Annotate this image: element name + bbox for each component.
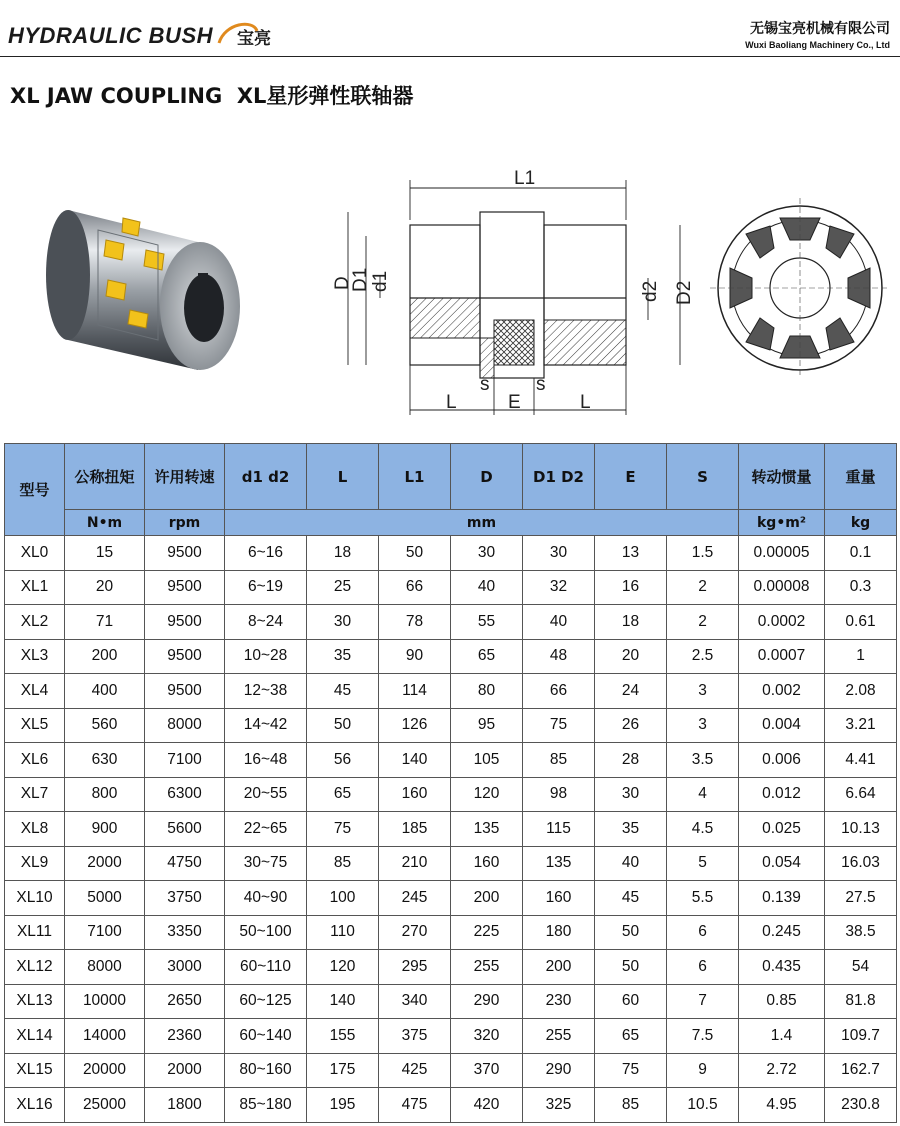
table-row — [5, 1088, 897, 1123]
table-cell: 8000 — [145, 708, 225, 743]
table-row — [5, 639, 897, 674]
table-cell: 9500 — [145, 674, 225, 709]
table-cell: 200 — [65, 639, 145, 674]
table-row — [5, 915, 897, 950]
table-cell: 0.245 — [739, 915, 825, 950]
table-cell: 0.00005 — [739, 536, 825, 571]
table-cell: 26 — [595, 708, 667, 743]
table-cell: 60~140 — [225, 1019, 307, 1054]
table-cell: 475 — [379, 1088, 451, 1123]
table-cell: 560 — [65, 708, 145, 743]
col-header-model: 型号 — [5, 444, 65, 536]
table-cell: 100 — [307, 881, 379, 916]
label-L-right: L — [580, 392, 591, 413]
table-cell: XL0 — [5, 536, 65, 571]
brand-swoosh-icon — [215, 21, 261, 51]
table-cell: 200 — [523, 950, 595, 985]
table-header-row — [5, 444, 897, 510]
table-cell: 230.8 — [825, 1088, 897, 1123]
table-cell: 900 — [65, 812, 145, 847]
table-cell: 85 — [307, 846, 379, 881]
table-row — [5, 881, 897, 916]
company-info — [745, 18, 890, 50]
unit-speed: rpm — [145, 510, 225, 536]
table-cell: 230 — [523, 984, 595, 1019]
table-cell: 8~24 — [225, 605, 307, 640]
unit-inertia: kg•m² — [739, 510, 825, 536]
table-cell: 0.006 — [739, 743, 825, 778]
table-cell: 420 — [451, 1088, 523, 1123]
table-cell: 35 — [595, 812, 667, 847]
table-cell: XL5 — [5, 708, 65, 743]
table-cell: XL3 — [5, 639, 65, 674]
table-cell: 0.002 — [739, 674, 825, 709]
table-cell: 35 — [307, 639, 379, 674]
table-cell: 1800 — [145, 1088, 225, 1123]
table-cell: 630 — [65, 743, 145, 778]
table-cell: 4.41 — [825, 743, 897, 778]
table-cell: 320 — [451, 1019, 523, 1054]
table-cell: 115 — [523, 812, 595, 847]
table-cell: 50 — [379, 536, 451, 571]
table-body — [5, 536, 897, 1123]
table-cell: 3000 — [145, 950, 225, 985]
table-cell: 40 — [595, 846, 667, 881]
table-row — [5, 536, 897, 571]
table-cell: 60 — [595, 984, 667, 1019]
col-header-S: S — [667, 444, 739, 510]
table-cell: 5000 — [65, 881, 145, 916]
table-cell: 800 — [65, 777, 145, 812]
table-cell: 22~65 — [225, 812, 307, 847]
coupling-photo — [28, 190, 258, 385]
table-cell: 290 — [523, 1053, 595, 1088]
table-cell: 9500 — [145, 639, 225, 674]
table-cell: 3 — [667, 674, 739, 709]
table-cell: 0.0002 — [739, 605, 825, 640]
table-row — [5, 708, 897, 743]
table-cell: 6 — [667, 915, 739, 950]
table-cell: 85 — [595, 1088, 667, 1123]
table-cell: 50 — [595, 915, 667, 950]
col-header-inertia: 转动惯量 — [739, 444, 825, 510]
end-view-drawing — [710, 198, 890, 378]
table-cell: 4.5 — [667, 812, 739, 847]
table-cell: 2650 — [145, 984, 225, 1019]
table-cell: 50~100 — [225, 915, 307, 950]
table-cell: 10.13 — [825, 812, 897, 847]
table-cell: 55 — [451, 605, 523, 640]
table-cell: 160 — [451, 846, 523, 881]
col-header-torque: 公称扭矩 — [65, 444, 145, 510]
table-cell: 0.054 — [739, 846, 825, 881]
table-cell: 90 — [379, 639, 451, 674]
table-cell: 3.5 — [667, 743, 739, 778]
table-cell: 78 — [379, 605, 451, 640]
table-cell: XL6 — [5, 743, 65, 778]
table-cell: 210 — [379, 846, 451, 881]
table-cell: 255 — [451, 950, 523, 985]
table-cell: 54 — [825, 950, 897, 985]
table-cell: 9 — [667, 1053, 739, 1088]
col-header-bore: d1 d2 — [225, 444, 307, 510]
table-cell: 0.1 — [825, 536, 897, 571]
table-cell: 10~28 — [225, 639, 307, 674]
table-row — [5, 674, 897, 709]
table-cell: XL16 — [5, 1088, 65, 1123]
table-cell: 27.5 — [825, 881, 897, 916]
spec-table — [4, 443, 897, 1123]
table-row — [5, 950, 897, 985]
page-title: XL JAW COUPLING XL星形弹性联轴器 — [10, 84, 414, 108]
table-cell: 180 — [523, 915, 595, 950]
label-d1: d1 — [370, 270, 391, 292]
table-cell: 6~19 — [225, 570, 307, 605]
table-cell: 65 — [595, 1019, 667, 1054]
table-cell: 1 — [825, 639, 897, 674]
table-cell: 50 — [595, 950, 667, 985]
table-cell: 30 — [595, 777, 667, 812]
table-cell: 98 — [523, 777, 595, 812]
table-cell: 325 — [523, 1088, 595, 1123]
table-cell: 7100 — [65, 915, 145, 950]
table-cell: XL13 — [5, 984, 65, 1019]
table-cell: 28 — [595, 743, 667, 778]
table-cell: 155 — [307, 1019, 379, 1054]
table-cell: 10000 — [65, 984, 145, 1019]
table-cell: 114 — [379, 674, 451, 709]
col-header-L1: L1 — [379, 444, 451, 510]
table-cell: 140 — [307, 984, 379, 1019]
table-cell: 8000 — [65, 950, 145, 985]
table-row — [5, 984, 897, 1019]
table-cell: 18 — [595, 605, 667, 640]
table-cell: 14000 — [65, 1019, 145, 1054]
table-cell: 66 — [379, 570, 451, 605]
label-E: E — [508, 392, 521, 413]
col-header-weight: 重量 — [825, 444, 897, 510]
table-cell: 20~55 — [225, 777, 307, 812]
table-units-row — [5, 510, 897, 536]
col-header-D: D — [451, 444, 523, 510]
table-cell: 9500 — [145, 570, 225, 605]
table-cell: 200 — [451, 881, 523, 916]
table-cell: 9500 — [145, 605, 225, 640]
table-cell: 1.5 — [667, 536, 739, 571]
table-cell: 12~38 — [225, 674, 307, 709]
table-cell: 15 — [65, 536, 145, 571]
label-D2: D2 — [674, 280, 695, 305]
table-row — [5, 743, 897, 778]
table-cell: 270 — [379, 915, 451, 950]
table-cell: 160 — [523, 881, 595, 916]
table-cell: 0.00008 — [739, 570, 825, 605]
table-cell: 30 — [307, 605, 379, 640]
table-cell: 105 — [451, 743, 523, 778]
table-cell: 60~125 — [225, 984, 307, 1019]
table-cell: 2000 — [145, 1053, 225, 1088]
table-cell: 45 — [307, 674, 379, 709]
table-cell: 0.139 — [739, 881, 825, 916]
table-cell: 20 — [595, 639, 667, 674]
table-cell: 375 — [379, 1019, 451, 1054]
table-cell: 255 — [523, 1019, 595, 1054]
table-cell: 25000 — [65, 1088, 145, 1123]
table-cell: 340 — [379, 984, 451, 1019]
label-D1: D1 — [350, 267, 371, 292]
table-cell: 2 — [667, 605, 739, 640]
table-cell: 120 — [451, 777, 523, 812]
table-cell: 3.21 — [825, 708, 897, 743]
table-cell: 16.03 — [825, 846, 897, 881]
table-row — [5, 1019, 897, 1054]
table-cell: 5.5 — [667, 881, 739, 916]
table-cell: 20 — [65, 570, 145, 605]
table-cell: XL12 — [5, 950, 65, 985]
table-cell: 45 — [595, 881, 667, 916]
table-cell: XL4 — [5, 674, 65, 709]
table-cell: 6 — [667, 950, 739, 985]
unit-weight: kg — [825, 510, 897, 536]
table-cell: 3350 — [145, 915, 225, 950]
table-cell: 6~16 — [225, 536, 307, 571]
table-cell: 30 — [523, 536, 595, 571]
table-cell: XL7 — [5, 777, 65, 812]
table-cell: 290 — [451, 984, 523, 1019]
unit-torque: N•m — [65, 510, 145, 536]
table-cell: 110 — [307, 915, 379, 950]
table-cell: 32 — [523, 570, 595, 605]
table-cell: 25 — [307, 570, 379, 605]
col-header-speed: 许用转速 — [145, 444, 225, 510]
table-cell: 7 — [667, 984, 739, 1019]
col-header-D1D2: D1 D2 — [523, 444, 595, 510]
table-cell: 80~160 — [225, 1053, 307, 1088]
table-cell: 295 — [379, 950, 451, 985]
table-cell: 0.435 — [739, 950, 825, 985]
table-cell: 7100 — [145, 743, 225, 778]
table-cell: 162.7 — [825, 1053, 897, 1088]
table-cell: 14~42 — [225, 708, 307, 743]
table-cell: 71 — [65, 605, 145, 640]
table-cell: 2.5 — [667, 639, 739, 674]
table-cell: 5 — [667, 846, 739, 881]
table-cell: 185 — [379, 812, 451, 847]
table-cell: XL2 — [5, 605, 65, 640]
brand-name-cn: 宝亮 — [237, 28, 271, 49]
label-d2: d2 — [640, 280, 661, 302]
table-row — [5, 605, 897, 640]
table-cell: 2000 — [65, 846, 145, 881]
table-cell: 75 — [595, 1053, 667, 1088]
unit-dims: mm — [225, 510, 739, 536]
label-L-left: L — [446, 392, 457, 413]
table-cell: 245 — [379, 881, 451, 916]
table-cell: 135 — [523, 846, 595, 881]
table-cell: 48 — [523, 639, 595, 674]
table-cell: 24 — [595, 674, 667, 709]
table-cell: 126 — [379, 708, 451, 743]
table-cell: 425 — [379, 1053, 451, 1088]
table-cell: 85~180 — [225, 1088, 307, 1123]
table-cell: 195 — [307, 1088, 379, 1123]
table-cell: 40~90 — [225, 881, 307, 916]
table-cell: 6.64 — [825, 777, 897, 812]
table-cell: 2.72 — [739, 1053, 825, 1088]
brand-name: HYDRAULIC BUSH — [8, 23, 213, 48]
table-cell: XL10 — [5, 881, 65, 916]
table-cell: 16 — [595, 570, 667, 605]
table-cell: 225 — [451, 915, 523, 950]
table-cell: 4.95 — [739, 1088, 825, 1123]
table-cell: 2.08 — [825, 674, 897, 709]
table-cell: 95 — [451, 708, 523, 743]
table-cell: 2 — [667, 570, 739, 605]
brand-logo-area — [8, 18, 271, 54]
table-cell: 0.3 — [825, 570, 897, 605]
table-cell: 370 — [451, 1053, 523, 1088]
table-cell: 109.7 — [825, 1019, 897, 1054]
table-cell: 16~48 — [225, 743, 307, 778]
table-cell: XL8 — [5, 812, 65, 847]
table-row — [5, 846, 897, 881]
table-cell: 9500 — [145, 536, 225, 571]
table-cell: 0.61 — [825, 605, 897, 640]
label-D: D — [332, 276, 353, 290]
table-cell: 120 — [307, 950, 379, 985]
label-s-left: s — [480, 374, 490, 395]
col-header-L: L — [307, 444, 379, 510]
table-cell: 3 — [667, 708, 739, 743]
table-cell: 81.8 — [825, 984, 897, 1019]
table-cell: 0.012 — [739, 777, 825, 812]
table-cell: 40 — [523, 605, 595, 640]
table-cell: 75 — [523, 708, 595, 743]
company-name-en: Wuxi Baoliang Machinery Co., Ltd — [745, 40, 890, 50]
table-cell: 20000 — [65, 1053, 145, 1088]
table-cell: 56 — [307, 743, 379, 778]
table-cell: 160 — [379, 777, 451, 812]
label-L1: L1 — [514, 168, 536, 189]
table-cell: 400 — [65, 674, 145, 709]
table-row — [5, 1053, 897, 1088]
label-s-right: s — [536, 374, 546, 395]
table-cell: 0.0007 — [739, 639, 825, 674]
table-cell: 5600 — [145, 812, 225, 847]
table-cell: 0.025 — [739, 812, 825, 847]
table-cell: 30~75 — [225, 846, 307, 881]
table-cell: XL1 — [5, 570, 65, 605]
table-cell: 175 — [307, 1053, 379, 1088]
table-cell: XL15 — [5, 1053, 65, 1088]
table-cell: 80 — [451, 674, 523, 709]
table-row — [5, 570, 897, 605]
table-cell: 30 — [451, 536, 523, 571]
table-cell: 65 — [307, 777, 379, 812]
table-cell: 1.4 — [739, 1019, 825, 1054]
table-cell: 0.004 — [739, 708, 825, 743]
table-cell: 0.85 — [739, 984, 825, 1019]
table-cell: 65 — [451, 639, 523, 674]
table-cell: 85 — [523, 743, 595, 778]
table-cell: 10.5 — [667, 1088, 739, 1123]
table-row — [5, 777, 897, 812]
table-cell: XL11 — [5, 915, 65, 950]
table-cell: 40 — [451, 570, 523, 605]
table-cell: 140 — [379, 743, 451, 778]
table-cell: 2360 — [145, 1019, 225, 1054]
table-cell: 75 — [307, 812, 379, 847]
table-cell: 3750 — [145, 881, 225, 916]
table-cell: 7.5 — [667, 1019, 739, 1054]
col-header-E: E — [595, 444, 667, 510]
table-cell: 66 — [523, 674, 595, 709]
dimension-drawing — [318, 160, 698, 420]
table-cell: 38.5 — [825, 915, 897, 950]
table-cell: 13 — [595, 536, 667, 571]
header-divider — [0, 56, 900, 57]
table-cell: 50 — [307, 708, 379, 743]
table-row — [5, 812, 897, 847]
table-cell: XL9 — [5, 846, 65, 881]
table-cell: 135 — [451, 812, 523, 847]
company-name-cn: 无锡宝亮机械有限公司 — [750, 21, 890, 37]
table-cell: 18 — [307, 536, 379, 571]
table-cell: 4750 — [145, 846, 225, 881]
table-cell: XL14 — [5, 1019, 65, 1054]
table-cell: 4 — [667, 777, 739, 812]
table-cell: 6300 — [145, 777, 225, 812]
table-cell: 60~110 — [225, 950, 307, 985]
